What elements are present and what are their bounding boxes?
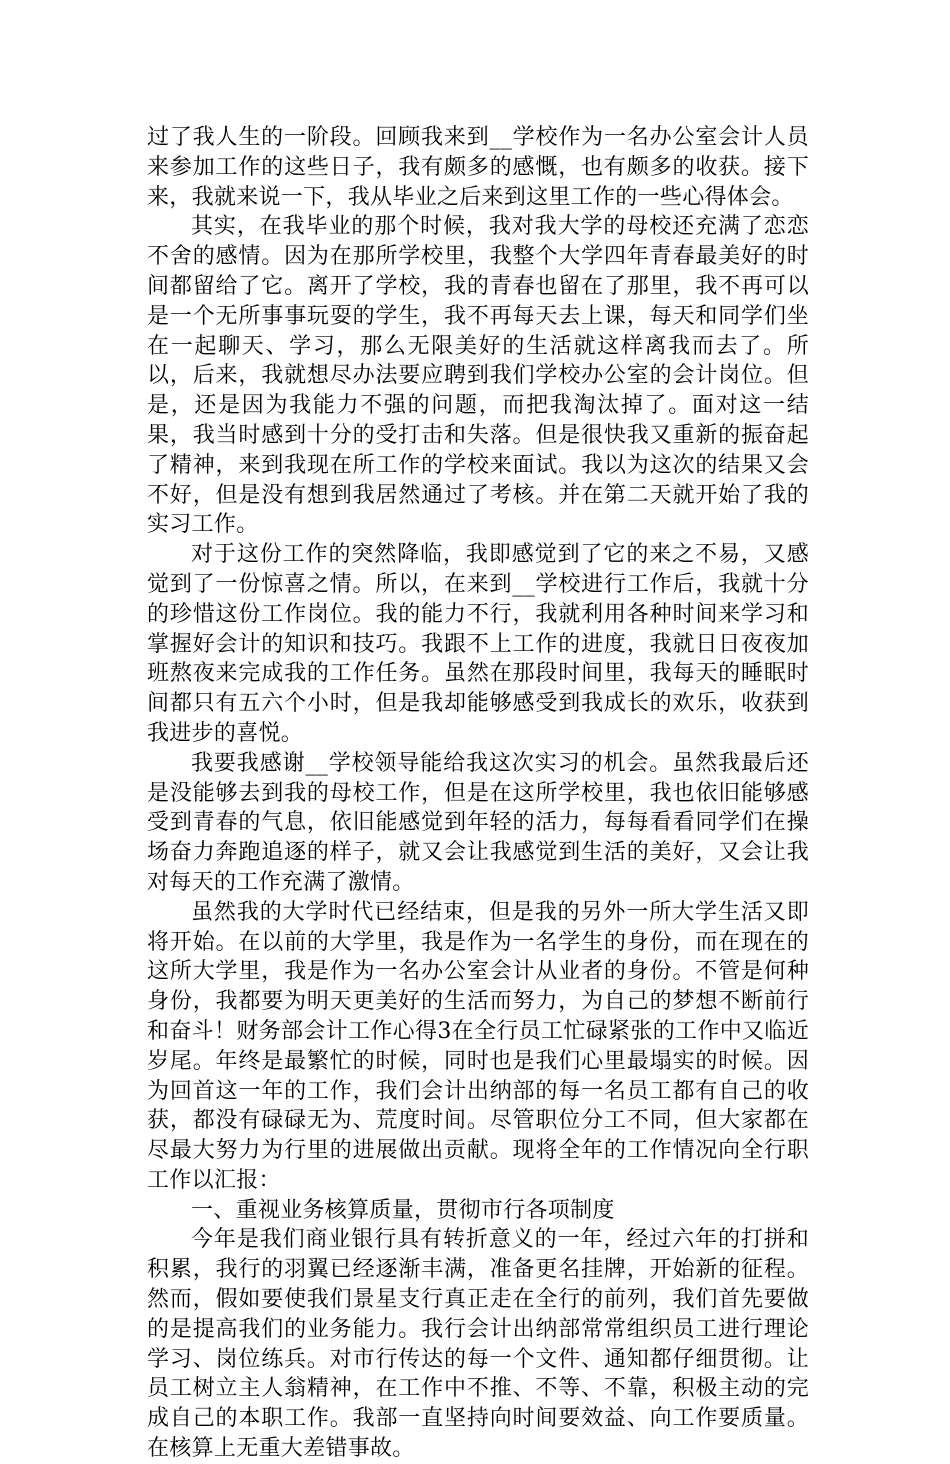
- paragraph-4: 我要我感谢__学校领导能给我这次实习的机会。虽然我最后还是没能够去到我的母校工作，但是在这所学校里，我也依旧能够感受到青春的气息，依旧能感觉到年轻的活力，每每看看同学们在操场奋力奔跑追逐的样子，就又会让我感觉到生活的美好，又会让我对每天的工作充满了激情。: [147, 750, 809, 895]
- document-page: [147, 123, 809, 1464]
- paragraph-3: 对于这份工作的突然降临，我即感觉到了它的来之不易，又感觉到了一份惊喜之情。所以，在来到__学校进行工作后，我就十分的珍惜这份工作岗位。我的能力不行，我就利用各种时间来学习和掌握好会计的知识和技巧。我跟不上工作的进度，我就日日夜夜加班熬夜来完成我的工作任务。虽然在那段时间里，我每天的睡眠时间都只有五六个小时，但是我却能够感受到我成长的欢乐，收获到我进步的喜悦。: [147, 542, 809, 746]
- paragraph-1: 过了我人生的一阶段。回顾我来到__学校作为一名办公室会计人员来参加工作的这些日子，我有颇多的感慨，也有颇多的收获。接下来，我就来说一下，我从毕业之后来到这里工作的一些心得体会。: [147, 125, 809, 210]
- paragraph-6: 今年是我们商业银行具有转折意义的一年，经过六年的打拼和积累，我行的羽翼已经逐渐丰满，准备更名挂牌，开始新的征程。然而，假如要使我们景星支行真正走在全行的前列，我们首先要做的是提高我们的业务能力。我行会计出纳部常常组织员工进行理论学习、岗位练兵。对市行传达的每一个文件、通知都仔细贯彻。让员工树立主人翁精神，在工作中不推、不等、不靠，积极主动的完成自己的本职工作。我部一直坚持向时间要效益、向工作要质量。在核算上无重大差错事故。: [147, 1227, 809, 1462]
- paragraph-5: 虽然我的大学时代已经结束，但是我的另外一所大学生活又即将开始。在以前的大学里，我是作为一名学生的身份，而在现在的这所大学里，我是作为一名办公室会计从业者的身份。不管是何种身份，我都要为明天更美好的生活而努力，为自己的梦想不断前行和奋斗！财务部会计工作心得3在全行员工忙碌紧张的工作中又临近岁尾。年终是最繁忙的时候，同时也是我们心里最塌实的时候。因为回首这一年的工作，我们会计出纳部的每一名员工都有自己的收获，都没有碌碌无为、荒度时间。尽管职位分工不同，但大家都在尽最大努力为行里的进展做出贡献。现将全年的工作情况向全行职工作以汇报：: [147, 899, 809, 1193]
- paragraph-2: 其实，在我毕业的那个时候，我对我大学的母校还充满了恋恋不舍的感情。因为在那所学校里，我整个大学四年青春最美好的时间都留给了它。离开了学校，我的青春也留在了那里，我不再可以是一个无所事事玩耍的学生，我不再每天去上课，每天和同学们坐在一起聊天、学习，那么无限美好的生活就这样离我而去了。所以，后来，我就想尽办法要应聘到我们学校办公室的会计岗位。但是，还是因为我能力不强的问题，而把我淘汰掉了。面对这一结果，我当时感到十分的受打击和失落。但是很快我又重新的振奋起了精神，来到我现在所工作的学校来面试。我以为这次的结果又会不好，但是没有想到我居然通过了考核。并在第二天就开始了我的实习工作。: [147, 214, 809, 538]
- section-heading: 一、重视业务核算质量，贯彻市行各项制度: [191, 1197, 615, 1223]
